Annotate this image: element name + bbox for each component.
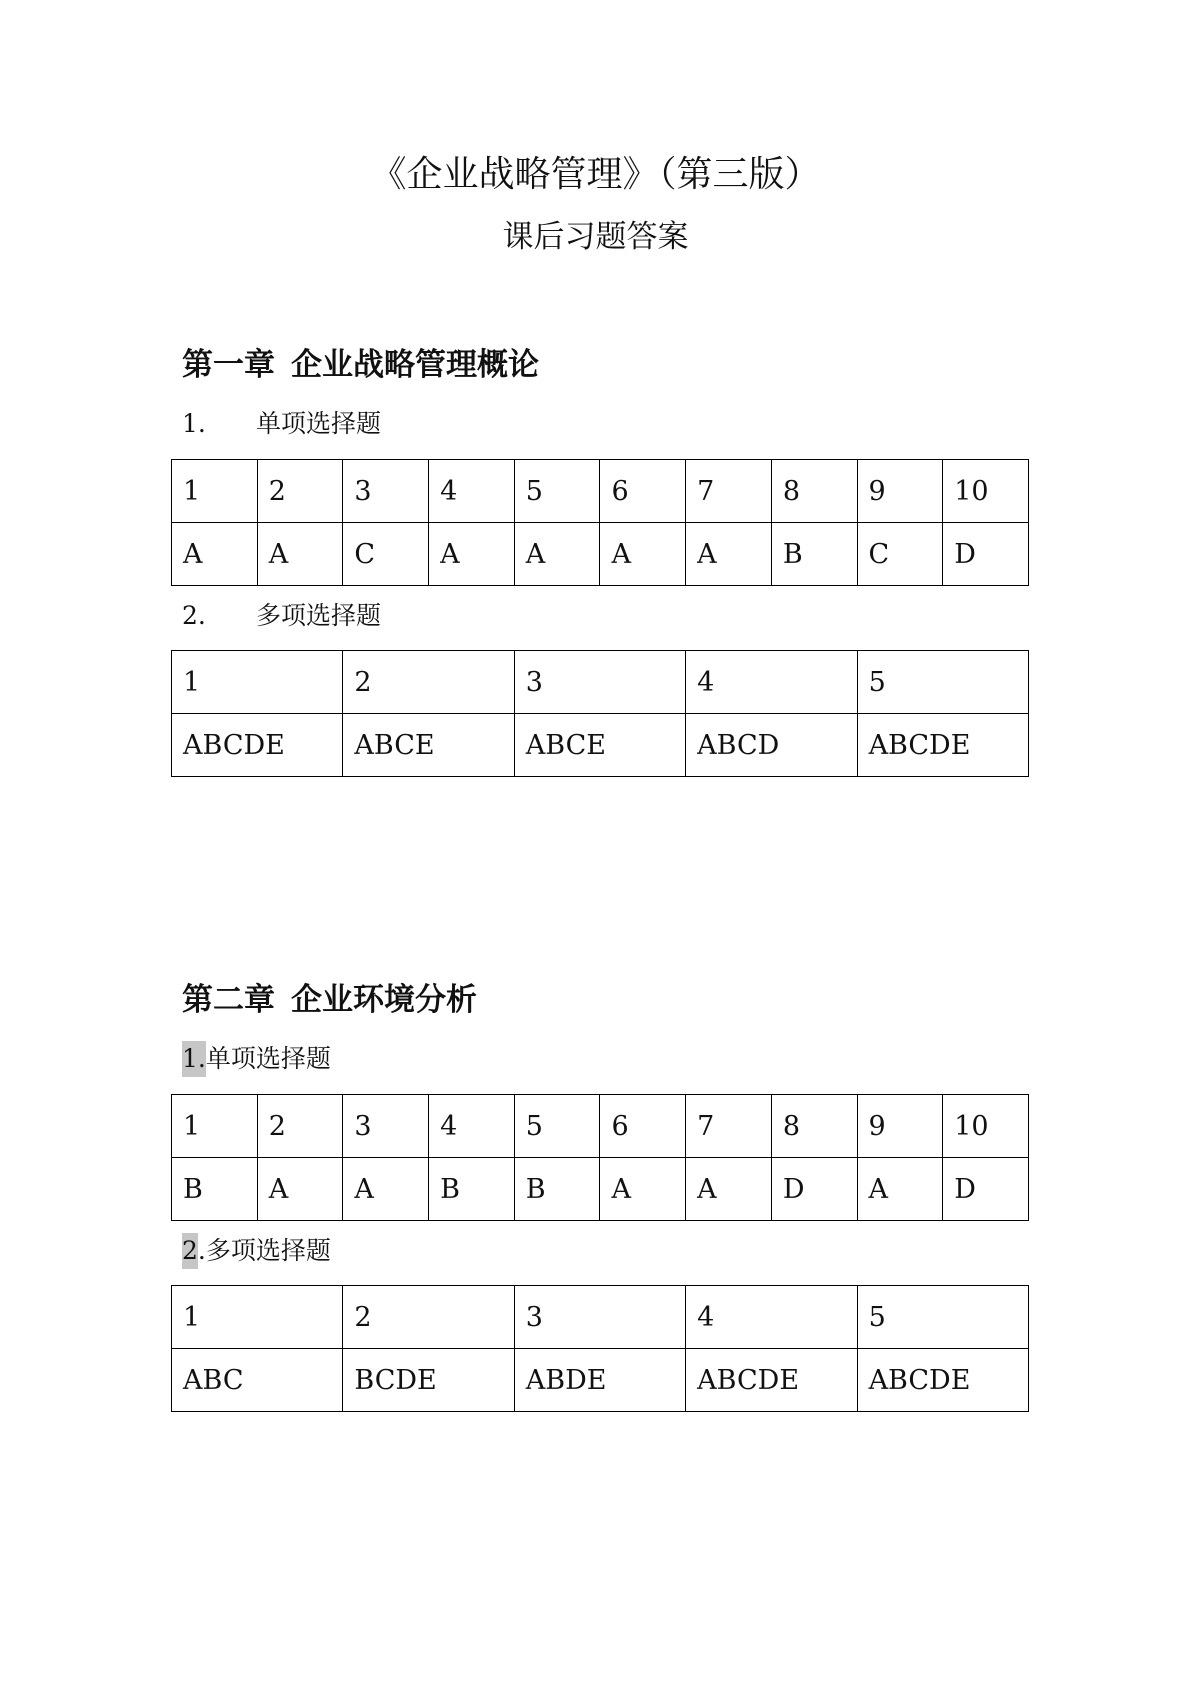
question-cell: 1	[172, 651, 343, 714]
document-title: 《企业战略管理》（第三版）	[370, 154, 821, 195]
question-number-row	[172, 460, 1029, 523]
section-number: 1.	[182, 409, 206, 438]
answer-cell: A	[600, 523, 686, 586]
chapter-1-number: 第一章	[182, 347, 275, 383]
section-title: 单项选择题	[205, 1044, 331, 1073]
question-cell: 4	[686, 1286, 857, 1349]
answer-cell: B	[172, 1158, 258, 1221]
answer-row	[172, 1349, 1029, 1412]
question-cell: 6	[600, 460, 686, 523]
answer-cell: B	[771, 523, 857, 586]
question-cell: 1	[172, 1095, 258, 1158]
answer-cell: ABCD	[686, 714, 857, 777]
answer-cell: A	[514, 523, 600, 586]
question-cell: 4	[429, 1095, 515, 1158]
question-cell: 2	[257, 1095, 343, 1158]
chapter-1-multi-choice-table	[171, 650, 1029, 777]
chapter-2-single-choice-table	[171, 1094, 1029, 1221]
question-cell: 6	[600, 1095, 686, 1158]
question-cell: 2	[257, 460, 343, 523]
answer-cell: ABCDE	[857, 1349, 1028, 1412]
question-cell: 3	[343, 1095, 429, 1158]
chapter-2-title: 企业环境分析	[291, 982, 477, 1018]
chapter-2-multi-choice-label	[182, 1233, 331, 1269]
answer-cell: D	[943, 1158, 1029, 1221]
answer-cell: A	[172, 523, 258, 586]
question-cell: 4	[429, 460, 515, 523]
answer-cell: B	[429, 1158, 515, 1221]
answer-cell: C	[343, 523, 429, 586]
question-cell: 8	[771, 460, 857, 523]
answer-cell: D	[943, 523, 1029, 586]
section-title: 多项选择题	[205, 1236, 331, 1265]
chapter-1-heading	[182, 343, 539, 387]
chapter-2-multi-choice-table	[171, 1285, 1029, 1412]
answer-cell: ABCE	[514, 714, 685, 777]
answer-cell: ABDE	[514, 1349, 685, 1412]
question-cell: 10	[943, 1095, 1029, 1158]
question-cell: 2	[343, 1286, 514, 1349]
answer-cell: ABC	[172, 1349, 343, 1412]
question-cell: 5	[514, 1095, 600, 1158]
question-cell: 8	[771, 1095, 857, 1158]
section-number: 2.	[182, 601, 206, 630]
document-subtitle: 课后习题答案	[502, 219, 689, 255]
question-number-row	[172, 1095, 1029, 1158]
question-cell: 3	[343, 460, 429, 523]
section-number: 2	[182, 1233, 198, 1269]
answer-cell: BCDE	[343, 1349, 514, 1412]
answer-cell: A	[343, 1158, 429, 1221]
question-cell: 4	[686, 651, 857, 714]
question-number-row	[172, 651, 1029, 714]
answer-cell: ABCDE	[172, 714, 343, 777]
question-cell: 5	[857, 1286, 1028, 1349]
section-title: 多项选择题	[256, 601, 382, 630]
question-cell: 10	[943, 460, 1029, 523]
answer-cell: B	[514, 1158, 600, 1221]
answer-cell: A	[429, 523, 515, 586]
chapter-2-single-choice-label	[182, 1041, 331, 1077]
question-cell: 9	[857, 1095, 943, 1158]
answer-cell: A	[600, 1158, 686, 1221]
question-cell: 7	[686, 1095, 772, 1158]
chapter-2-heading	[182, 978, 477, 1022]
answer-cell: ABCDE	[857, 714, 1028, 777]
chapter-1-multi-choice-label	[182, 598, 381, 634]
question-number-row	[172, 1286, 1029, 1349]
section-number: 1.	[182, 1041, 206, 1077]
question-cell: 2	[343, 651, 514, 714]
answer-cell: ABCDE	[686, 1349, 857, 1412]
chapter-2-number: 第二章	[182, 982, 275, 1018]
question-cell: 9	[857, 460, 943, 523]
answer-cell: A	[686, 523, 772, 586]
chapter-1-title: 企业战略管理概论	[291, 347, 539, 383]
answer-cell: C	[857, 523, 943, 586]
answer-cell: ABCE	[343, 714, 514, 777]
answer-cell: A	[257, 523, 343, 586]
answer-row	[172, 1158, 1029, 1221]
section-number-dot: .	[197, 1236, 206, 1265]
question-cell: 3	[514, 1286, 685, 1349]
question-cell: 3	[514, 651, 685, 714]
answer-row	[172, 523, 1029, 586]
answer-cell: D	[771, 1158, 857, 1221]
chapter-1-single-choice-table	[171, 459, 1029, 586]
question-cell: 5	[857, 651, 1028, 714]
question-cell: 7	[686, 460, 772, 523]
question-cell: 1	[172, 1286, 343, 1349]
question-cell: 5	[514, 460, 600, 523]
section-title: 单项选择题	[256, 409, 382, 438]
answer-cell: A	[257, 1158, 343, 1221]
answer-cell: A	[686, 1158, 772, 1221]
chapter-1-single-choice-label	[182, 406, 381, 442]
answer-row	[172, 714, 1029, 777]
answer-cell: A	[857, 1158, 943, 1221]
question-cell: 1	[172, 460, 258, 523]
